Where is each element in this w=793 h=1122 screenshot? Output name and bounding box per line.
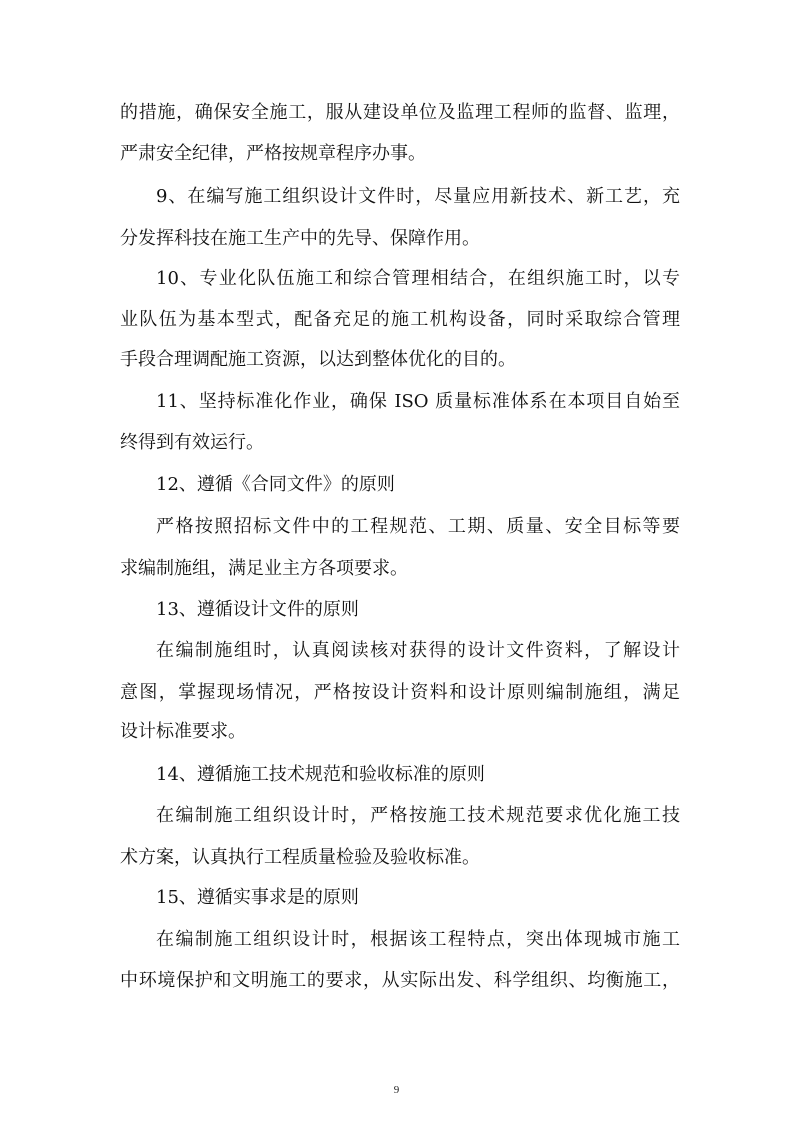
text-line-16: 设计标准要求。 bbox=[120, 721, 246, 742]
text-line-14: 在编制施组时，认真阅读核对获得的设计文件资料，了解设计 bbox=[156, 640, 680, 661]
text-line-11: 严格按照招标文件中的工程规范、工期、质量、安全目标等要 bbox=[156, 516, 680, 537]
text-line-1: 的措施，确保安全施工，服从建设单位及监理工程师的监督、监理， bbox=[120, 102, 680, 123]
text-line-15: 意图，掌握现场情况，严格按设计资料和设计原则编制施组，满足 bbox=[120, 682, 680, 703]
text-line-3: 9、在编写施工组织设计文件时，尽量应用新技术、新工艺，充 bbox=[156, 186, 680, 207]
page-number: 9 bbox=[393, 1084, 400, 1096]
text-line-9: 终得到有效运行。 bbox=[120, 432, 264, 453]
text-line-7: 手段合理调配施工资源，以达到整体优化的目的。 bbox=[120, 349, 516, 370]
text-line-12: 求编制施组，满足业主方各项要求。 bbox=[120, 558, 408, 579]
text-line-13: 13、遵循设计文件的原则 bbox=[156, 599, 359, 620]
text-line-6: 业队伍为基本型式，配备充足的施工机构设备，同时采取综合管理 bbox=[120, 309, 680, 330]
text-line-18: 在编制施工组织设计时，严格按施工技术规范要求优化施工技 bbox=[156, 805, 680, 826]
text-line-5: 10、专业化队伍施工和综合管理相结合，在组织施工时，以专 bbox=[156, 268, 680, 289]
text-line-20: 15、遵循实事求是的原则 bbox=[156, 887, 359, 908]
text-line-10: 12、遵循《合同文件》的原则 bbox=[156, 474, 395, 495]
text-line-17: 14、遵循施工技术规范和验收标准的原则 bbox=[156, 764, 485, 785]
text-line-8: 11、坚持标准化作业，确保 ISO 质量标准体系在本项目自始至 bbox=[156, 391, 680, 412]
text-line-4: 分发挥科技在施工生产中的先导、保障作用。 bbox=[120, 228, 480, 249]
text-line-22: 中环境保护和文明施工的要求，从实际出发、科学组织、均衡施工， bbox=[120, 970, 680, 991]
text-line-2: 严肃安全纪律，严格按规章程序办事。 bbox=[120, 143, 426, 164]
text-line-21: 在编制施工组织设计时，根据该工程特点，突出体现城市施工 bbox=[156, 929, 680, 950]
text-line-19: 术方案，认真执行工程质量检验及验收标准。 bbox=[120, 847, 480, 868]
